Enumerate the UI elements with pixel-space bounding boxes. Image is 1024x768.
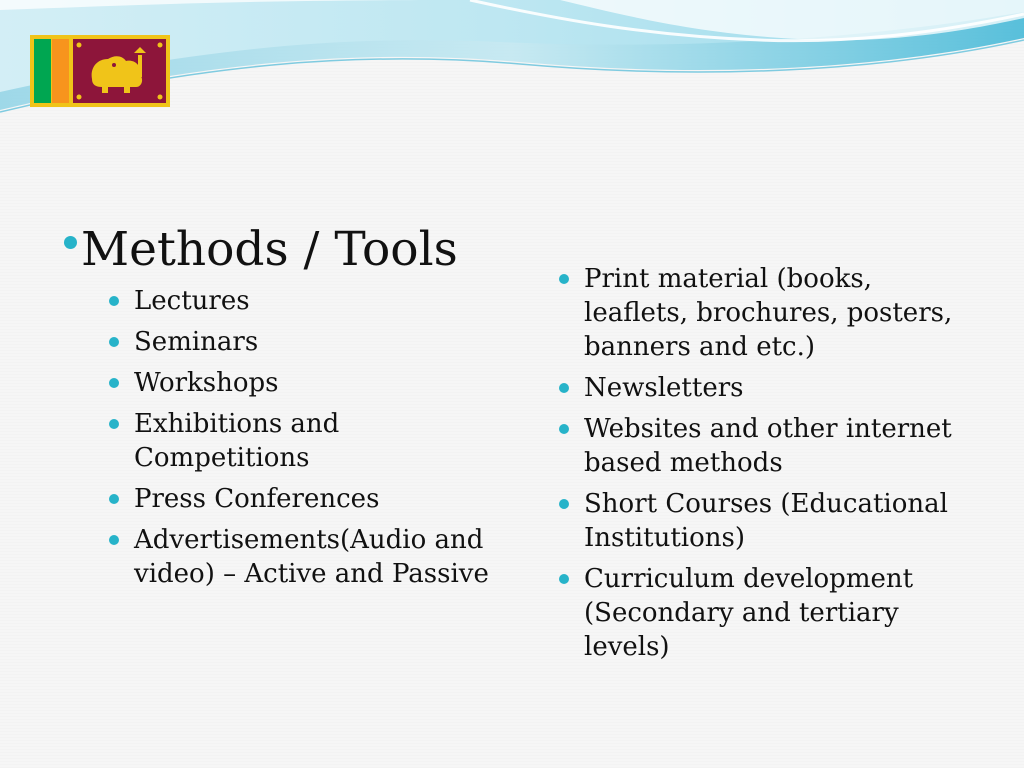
list-item <box>107 284 507 318</box>
list-item <box>557 487 977 555</box>
bullet-dot <box>109 296 119 306</box>
list-item-text: Websites and other internet based methods <box>584 414 952 478</box>
list-item <box>557 562 977 664</box>
bullet-dot <box>559 424 569 434</box>
bullet-dot <box>109 494 119 504</box>
bullet-dot <box>109 419 119 429</box>
list-item <box>557 371 977 405</box>
bullet-dot <box>559 274 569 284</box>
list-item <box>107 482 507 516</box>
list-item <box>107 523 507 591</box>
list-item-text: Advertisements(Audio and video) – Active and Passive <box>134 525 489 589</box>
bullet-dot <box>559 574 569 584</box>
bullet-dot <box>109 535 119 545</box>
list-item-text: Short Courses (Educational Institutions) <box>584 489 948 553</box>
list-item-text: Workshops <box>134 368 279 398</box>
bullet-dot <box>64 236 77 249</box>
right-bullet-list <box>557 262 977 671</box>
list-item <box>557 412 977 480</box>
list-item <box>107 407 507 475</box>
list-item <box>107 325 507 359</box>
bullet-dot <box>559 383 569 393</box>
heading-bullet <box>64 222 458 278</box>
list-item-text: Press Conferences <box>134 484 380 514</box>
list-item-text: Print material (books, leaflets, brochures, posters, banners and etc.) <box>584 264 953 362</box>
list-item-text: Lectures <box>134 286 250 316</box>
bullet-dot <box>559 499 569 509</box>
sri-lanka-flag-icon <box>30 35 170 107</box>
slide-heading: Methods / Tools <box>81 222 458 277</box>
list-item-text: Seminars <box>134 327 259 357</box>
left-bullet-list <box>107 284 507 598</box>
list-item <box>107 366 507 400</box>
bullet-dot <box>109 337 119 347</box>
bullet-dot <box>109 378 119 388</box>
list-item <box>557 262 977 364</box>
list-item-text: Curriculum development (Secondary and tertiary levels) <box>584 564 914 662</box>
list-item-text: Exhibitions and Competitions <box>134 409 340 473</box>
list-item-text: Newsletters <box>584 373 744 403</box>
